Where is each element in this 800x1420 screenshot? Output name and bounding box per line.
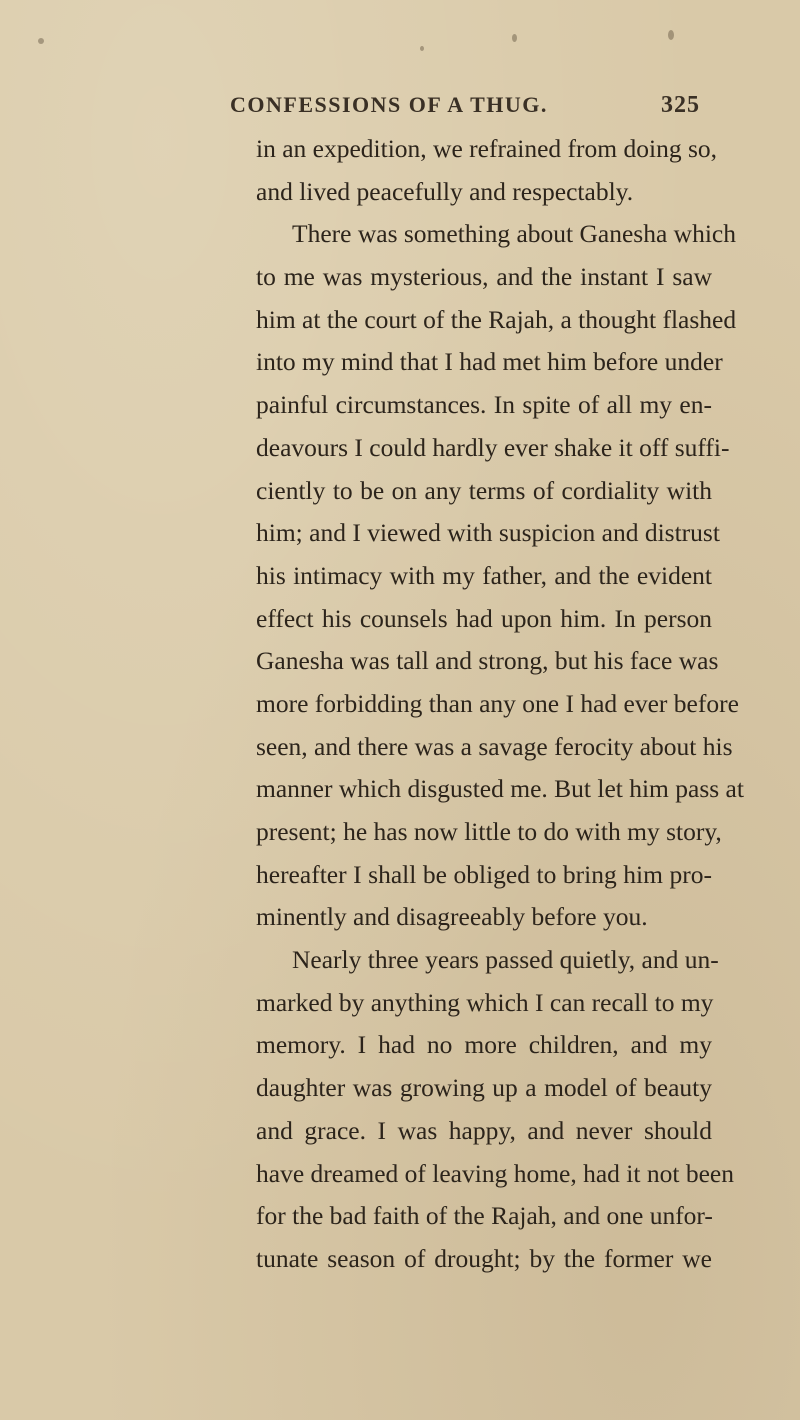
text-line: minently and disagreeably before you.	[256, 902, 648, 932]
text-line: have dreamed of leaving home, had it not been	[256, 1158, 734, 1188]
text-line: Nearly three years passed quietly, and un-	[292, 945, 719, 975]
text-line: seen, and there was a savage ferocity about his	[256, 731, 733, 761]
text-line: manner which disgusted me. But let him pass at	[256, 774, 744, 804]
text-line: marked by anything which I can recall to my	[256, 987, 714, 1017]
text-line: ciently to be on any terms of cordiality with	[256, 475, 712, 505]
text-line: present; he has now little to do with my story,	[256, 817, 722, 846]
text-line: hereafter I shall be obliged to bring him pro-	[256, 859, 712, 889]
paper-spot	[420, 46, 424, 51]
paper-spot	[512, 34, 517, 42]
text-line: him; and I viewed with suspicion and distrust	[256, 518, 720, 548]
text-line: him at the court of the Rajah, a thought flashed	[256, 304, 737, 334]
text-line: into my mind that I had met him before under	[256, 347, 723, 377]
paper-spot	[38, 38, 44, 44]
running-header	[230, 92, 700, 119]
running-title: CONFESSIONS OF A THUG.	[230, 92, 548, 117]
text-line: and lived peacefully and respectably.	[256, 176, 634, 206]
text-line: Ganesha was tall and strong, but his face was	[256, 646, 719, 676]
text-line: more forbidding than any one I had ever before	[256, 688, 739, 718]
text-line: deavours I could hardly ever shake it off suffi-	[256, 432, 730, 462]
text-line: memory. I had no more children, and my	[256, 1030, 712, 1060]
body-text	[256, 128, 744, 1281]
text-line: effect his counsels had upon him. In person	[256, 603, 712, 633]
text-line: and grace. I was happy, and never should	[256, 1115, 712, 1145]
text-line: tunate season of drought; by the former we	[256, 1243, 712, 1273]
text-line: daughter was growing up a model of beauty	[256, 1073, 712, 1103]
text-line: his intimacy with my father, and the evident	[256, 560, 712, 590]
text-line: to me was mysterious, and the instant I saw	[256, 262, 712, 292]
text-line: painful circumstances. In spite of all my en-	[256, 390, 712, 420]
page-number: 325	[661, 92, 700, 118]
text-line: There was something about Ganesha which	[292, 219, 736, 249]
paper-spot	[668, 30, 674, 40]
text-line: for the bad faith of the Rajah, and one unfor-	[256, 1201, 713, 1231]
text-line: in an expedition, we refrained from doing so,	[256, 134, 717, 163]
